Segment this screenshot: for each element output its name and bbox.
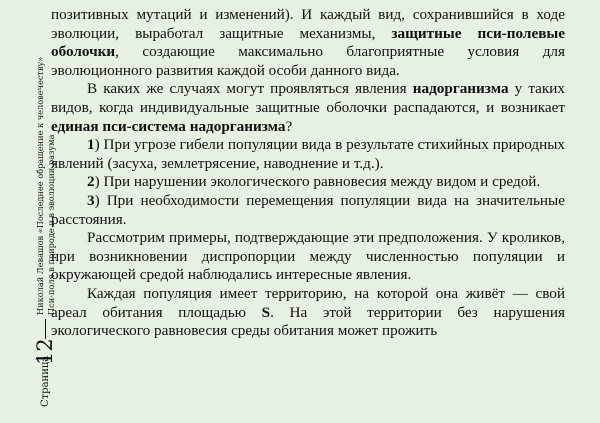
text-run: , создающие максимально благоприятные условия для эволюционного развития каждой особи данного вида. [51, 43, 565, 79]
paragraph [51, 229, 565, 285]
body-text [51, 6, 565, 341]
paragraph [51, 285, 565, 341]
text-run: ) При нарушении экологического равновесия между видом и средой. [94, 173, 541, 191]
text-run: ) При угрозе гибели популяции вида в результате стихийных природных явлений (засуха, землетрясение, наводнение и т.д.). [51, 136, 565, 172]
document-title-line-1: Николай Левашов «Последнее обращение к человечеству» [35, 56, 45, 315]
text-run: ) При необходимости перемещения популяции вида на значительные расстояния. [51, 191, 565, 228]
page-label: Страница [40, 355, 51, 407]
list-number: 3 [87, 191, 95, 209]
document-title-line-2: Пси-поля в природе и в эволюции разума [46, 134, 56, 315]
list-number: 2 [87, 173, 95, 191]
text-run: . На этой территории без нарушения экологического равновесия среды обитания может прожить [51, 303, 565, 340]
bold-term: защитные пси-полевые оболочки [51, 24, 565, 61]
paragraph [51, 6, 565, 80]
paragraph [51, 80, 565, 136]
bold-term: единая пси-система надорганизма [51, 117, 286, 135]
sidebar-divider [45, 319, 46, 339]
text-run: ? [285, 117, 293, 135]
text-run: В каких же случаях могут проявляться явления [87, 80, 413, 98]
list-number: 1 [87, 136, 95, 154]
bold-term: S [261, 303, 271, 321]
text-run: у таких видов, когда индивидуальные защитные оболочки распадаются, и возникает [51, 80, 566, 116]
bold-term: надорганизма [412, 80, 509, 98]
list-item [51, 192, 565, 229]
list-item [51, 173, 565, 192]
text-run: позитивных мутаций и изменений). И каждый вид, сохранившийся в ходе эволюции, выработал защитные механизмы, [51, 6, 565, 42]
page-number: 12 [33, 338, 57, 365]
list-item [51, 136, 565, 173]
text-run: Рассмотрим примеры, подтверждающие эти предположения. У кроликов, при возникновении диспропорции между численностью популяции и окружающей средой наблюдались интересные явления. [51, 229, 565, 284]
text-run: Каждая популяция имеет территорию, на которой она живёт — свой ареал обитания площадью [51, 284, 565, 321]
page-sidebar [0, 0, 57, 423]
